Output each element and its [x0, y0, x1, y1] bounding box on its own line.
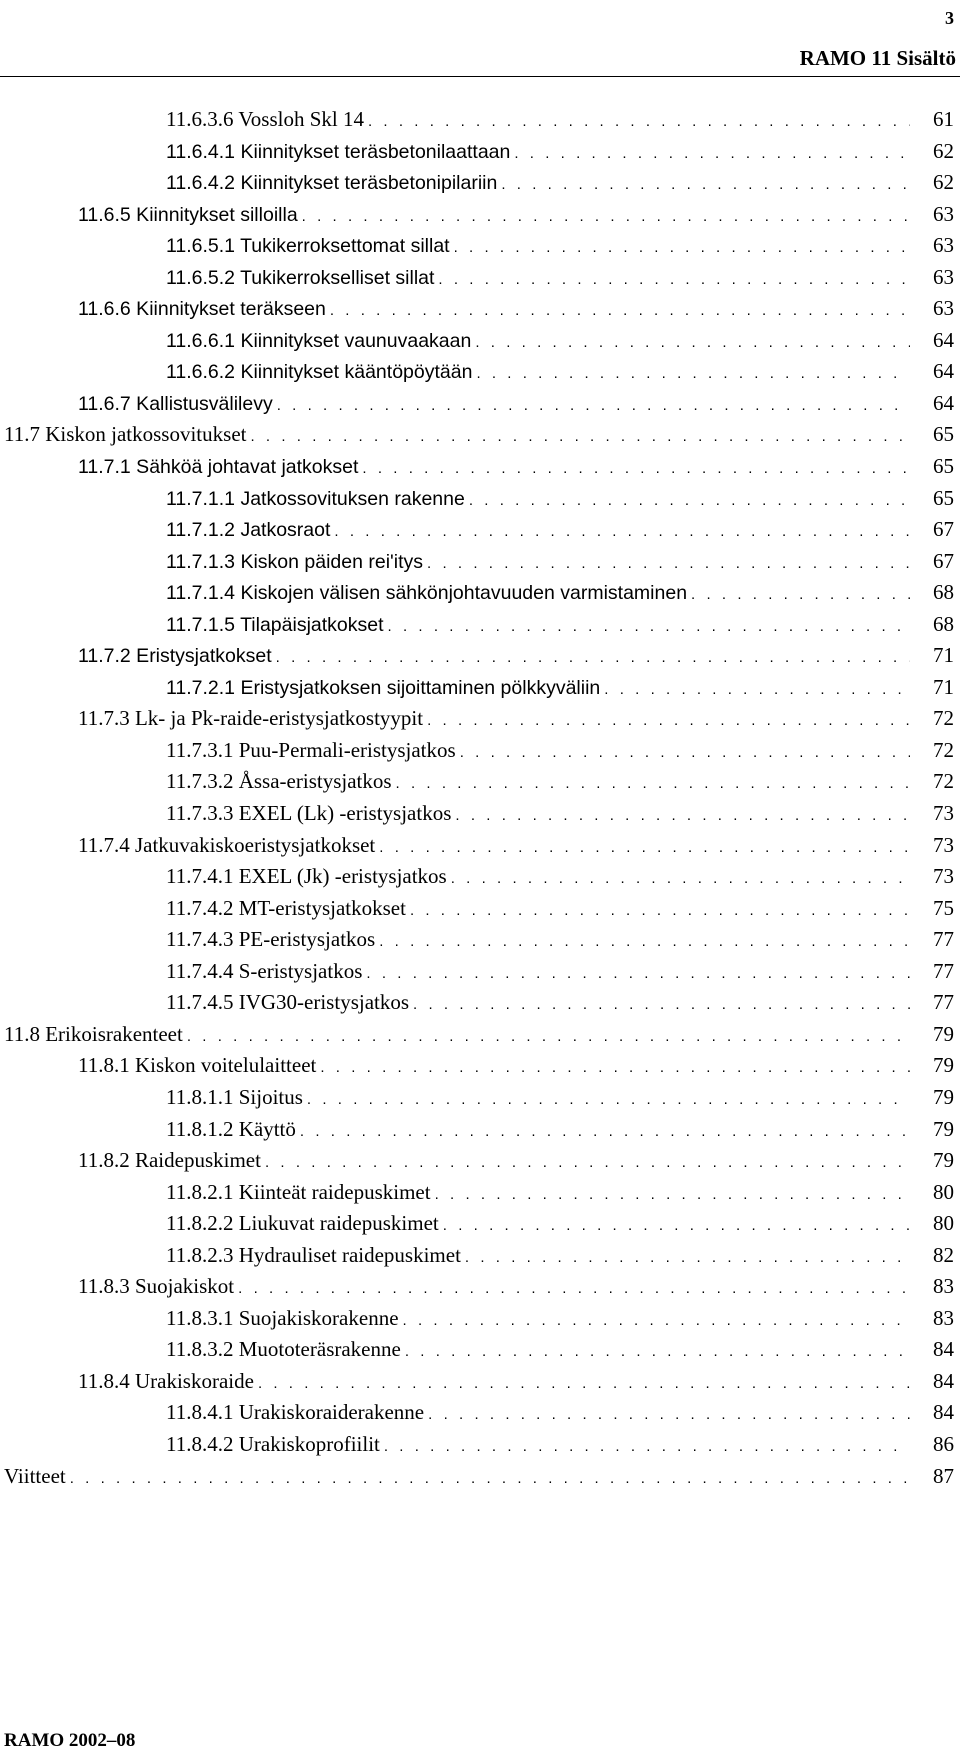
toc-entry[interactable]: [0, 640, 960, 672]
toc-dot-leader: [379, 926, 910, 958]
toc-dot-leader: [438, 264, 910, 296]
toc-entry-title: 11.6.5.1 Tukikerroksettomat sillat: [166, 235, 450, 258]
toc-entry[interactable]: [0, 861, 960, 893]
toc-dot-leader: [454, 232, 910, 264]
toc-dot-leader: [455, 800, 910, 832]
toc-entry-title: 11.7.4.3 PE-eristysjatkos: [166, 927, 376, 952]
toc-dot-leader: [187, 1021, 910, 1053]
toc-dot-leader: [334, 516, 910, 548]
toc-entry-title: 11.7.1.4 Kiskojen välisen sähkönjohtavuuden varmistaminen: [166, 582, 688, 605]
toc-entry-page-number: 63: [933, 296, 954, 321]
toc-entry-title: 11.6.6.1 Kiinnitykset vaunuvaakaan: [166, 329, 472, 352]
toc-entry-title: 11.6.3.6 Vossloh Skl 14: [166, 107, 364, 131]
toc-entry-title: 11.8.4 Urakiskoraide: [78, 1368, 254, 1393]
toc-entry[interactable]: [0, 419, 960, 451]
toc-dot-leader: [465, 1242, 910, 1274]
toc-entry-page-number: 84: [933, 1368, 954, 1393]
toc-entry[interactable]: [0, 1366, 960, 1398]
toc-entry-title: 11.6.6 Kiinnitykset teräkseen: [78, 298, 326, 321]
page-number: 3: [945, 8, 954, 28]
toc-entry[interactable]: [0, 167, 960, 199]
toc-entry-page-number: 64: [933, 390, 954, 415]
toc-entry-title: 11.7.3.2 Åssa-eristysjatkos: [166, 769, 392, 794]
toc-entry-title: 11.8.2.2 Liukuvat raidepuskimet: [166, 1211, 439, 1236]
toc-entry-title: 11.8.1 Kiskon voitelulaitteet: [78, 1053, 317, 1078]
toc-entry-page-number: 72: [933, 769, 954, 794]
toc-dot-leader: [368, 106, 910, 138]
toc-entry-title: 11.6.7 Kallistusvälilevy: [78, 392, 273, 415]
toc-entry-title: 11.6.6.2 Kiinnitykset kääntöpöytään: [166, 361, 473, 384]
toc-entry-page-number: 80: [933, 1211, 954, 1236]
toc-entry-page-number: 79: [933, 1116, 954, 1141]
toc-entry-title: 11.7.2 Eristysjatkokset: [78, 645, 272, 668]
toc-dot-leader: [366, 958, 910, 990]
toc-entry[interactable]: [0, 1271, 960, 1303]
footer: RAMO 2002–08: [4, 1730, 136, 1751]
toc-entry[interactable]: [0, 924, 960, 956]
toc-entry-title: 11.7.2.1 Eristysjatkoksen sijoittaminen pölkkyväliin: [166, 676, 601, 699]
toc-entry-page-number: 87: [933, 1463, 954, 1488]
toc-entry-title: 11.7.4 Jatkuvakiskoeristysjatkokset: [78, 832, 376, 857]
toc-entry-title: 11.8.2 Raidepuskimet: [78, 1148, 261, 1173]
toc-entry-page-number: 71: [933, 674, 954, 699]
toc-entry-page-number: 80: [933, 1179, 954, 1204]
toc-entry-page-number: 77: [933, 927, 954, 952]
toc-entry-page-number: 65: [933, 454, 954, 479]
toc-entry-page-number: 77: [933, 990, 954, 1015]
toc-dot-leader: [451, 863, 910, 895]
toc-dot-leader: [265, 1147, 910, 1179]
toc-entry[interactable]: [0, 388, 960, 420]
toc-dot-leader: [428, 1399, 910, 1431]
toc-dot-leader: [514, 138, 910, 170]
toc-entry-page-number: 83: [933, 1274, 954, 1299]
toc-dot-leader: [405, 1336, 910, 1368]
toc-entry-page-number: 79: [933, 1084, 954, 1109]
toc-entry-title: 11.8.2.1 Kiinteät raidepuskimet: [166, 1179, 431, 1204]
toc-entry[interactable]: [0, 1397, 960, 1429]
toc-entry[interactable]: [0, 987, 960, 1019]
toc-entry[interactable]: [0, 609, 960, 641]
toc-entry-title: 11.8.2.3 Hydrauliset raidepuskimet: [166, 1242, 461, 1267]
toc-dot-leader: [413, 989, 910, 1021]
toc-entry-title: 11.7.1 Sähköä johtavat jatkokset: [78, 456, 359, 479]
toc-dot-leader: [443, 1210, 910, 1242]
toc-entry-title: 11.7.1.1 Jatkossovituksen rakenne: [166, 487, 465, 510]
toc-entry[interactable]: [0, 1334, 960, 1366]
toc-entry-page-number: 67: [933, 517, 954, 542]
toc-entry-page-number: 72: [933, 706, 954, 731]
toc-entry[interactable]: [0, 483, 960, 515]
toc-entry[interactable]: [0, 1145, 960, 1177]
toc-entry[interactable]: [0, 325, 960, 357]
toc-dot-leader: [475, 327, 910, 359]
toc-entry[interactable]: [0, 1429, 960, 1461]
toc-entry-page-number: 63: [933, 201, 954, 226]
toc-entry[interactable]: [0, 451, 960, 483]
toc-entry[interactable]: [0, 703, 960, 735]
toc-dot-leader: [476, 358, 910, 390]
toc-dot-leader: [258, 1368, 910, 1400]
toc-entry-page-number: 73: [933, 832, 954, 857]
toc-entry[interactable]: [0, 514, 960, 546]
toc-entry[interactable]: [0, 766, 960, 798]
toc-entry[interactable]: [0, 1114, 960, 1146]
toc-dot-leader: [276, 642, 910, 674]
toc-dot-leader: [427, 548, 910, 580]
toc-entry[interactable]: [0, 104, 960, 136]
toc-entry[interactable]: [0, 893, 960, 925]
toc-entry-page-number: 61: [933, 107, 954, 131]
toc-entry[interactable]: [0, 830, 960, 862]
toc-entry-page-number: 72: [933, 737, 954, 762]
toc-dot-leader: [469, 485, 910, 517]
toc-entry-page-number: 84: [933, 1337, 954, 1362]
toc-entry[interactable]: [0, 199, 960, 231]
toc-entry-title: 11.6.4.1 Kiinnitykset teräsbetonilaattaan: [166, 140, 511, 163]
toc-entry-page-number: 83: [933, 1305, 954, 1330]
toc-entry-page-number: 75: [933, 895, 954, 920]
toc-dot-leader: [410, 895, 910, 927]
toc-entry-title: 11.8.3.1 Suojakiskorakenne: [166, 1305, 399, 1330]
toc-entry-title: 11.6.5 Kiinnitykset silloilla: [78, 203, 298, 226]
toc-dot-leader: [238, 1273, 910, 1305]
toc-entry-title: 11.7.3.1 Puu-Permali-eristysjatkos: [166, 737, 456, 762]
toc-entry[interactable]: [0, 230, 960, 262]
toc-entry-page-number: 68: [933, 580, 954, 605]
toc-dot-leader: [501, 169, 910, 201]
toc-entry-page-number: 63: [933, 264, 954, 289]
toc-entry-page-number: 79: [933, 1053, 954, 1078]
toc-entry-page-number: 62: [933, 170, 954, 195]
toc-dot-leader: [427, 705, 910, 737]
toc-entry-title: 11.8.4.1 Urakiskoraiderakenne: [166, 1400, 425, 1425]
toc-entry-title: 11.7.4.1 EXEL (Jk) -eristysjatkos: [166, 864, 447, 889]
toc-entry-page-number: 73: [933, 801, 954, 826]
toc-entry-page-number: 67: [933, 548, 954, 573]
toc-entry-page-number: 64: [933, 327, 954, 352]
toc-entry[interactable]: [0, 1177, 960, 1209]
toc-dot-leader: [320, 1052, 910, 1084]
toc-entry[interactable]: [0, 356, 960, 388]
toc-entry-page-number: 62: [933, 138, 954, 163]
toc-dot-leader: [691, 579, 910, 611]
toc-entry-title: 11.7.1.3 Kiskon päiden rei'itys: [166, 550, 424, 573]
toc-entry-title: 11.8.3.2 Muototeräsrakenne: [166, 1337, 401, 1362]
toc-dot-leader: [396, 768, 910, 800]
table-of-contents: [0, 104, 960, 1492]
toc-entry-title: 11.8.1.1 Sijoitus: [166, 1084, 303, 1109]
toc-entry-page-number: 73: [933, 864, 954, 889]
toc-entry-page-number: 68: [933, 611, 954, 636]
toc-entry[interactable]: [0, 735, 960, 767]
toc-entry-title: 11.6.5.2 Tukikerrokselliset sillat: [166, 266, 435, 289]
toc-entry-title: 11.7.3 Lk- ja Pk-raide-eristysjatkostyypit: [78, 706, 424, 731]
toc-entry-page-number: 65: [933, 485, 954, 510]
header-rule: [0, 76, 960, 77]
toc-entry-title: 11.8.4.2 Urakiskoprofiilit: [166, 1431, 380, 1456]
toc-dot-leader: [460, 737, 910, 769]
toc-entry-title: Viitteet: [4, 1463, 66, 1488]
toc-dot-leader: [435, 1179, 910, 1211]
toc-entry-title: 11.7.1.5 Tilapäisjatkokset: [166, 613, 384, 636]
toc-dot-leader: [250, 421, 910, 453]
toc-dot-leader: [379, 832, 910, 864]
toc-entry-page-number: 84: [933, 1400, 954, 1425]
toc-entry-page-number: 64: [933, 359, 954, 384]
toc-entry[interactable]: [0, 293, 960, 325]
toc-entry-title: 11.7.4.4 S-eristysjatkos: [166, 958, 363, 983]
toc-entry[interactable]: [0, 1019, 960, 1051]
toc-entry-title: 11.6.4.2 Kiinnitykset teräsbetonipilariin: [166, 172, 498, 195]
toc-entry-page-number: 79: [933, 1021, 954, 1046]
toc-entry[interactable]: [0, 1050, 960, 1082]
toc-entry-title: 11.8.3 Suojakiskot: [78, 1274, 235, 1299]
toc-entry-title: 11.7.1.2 Jatkosraot: [166, 519, 331, 542]
toc-dot-leader: [330, 295, 910, 327]
toc-entry[interactable]: [0, 262, 960, 294]
toc-dot-leader: [604, 674, 910, 706]
toc-entry-title: 11.7.3.3 EXEL (Lk) -eristysjatkos: [166, 801, 452, 826]
toc-entry-page-number: 65: [933, 422, 954, 447]
toc-entry[interactable]: [0, 546, 960, 578]
toc-entry[interactable]: [0, 1208, 960, 1240]
toc-entry-page-number: 71: [933, 643, 954, 668]
toc-dot-leader: [362, 453, 910, 485]
toc-entry-title: 11.8.1.2 Käyttö: [166, 1116, 296, 1141]
toc-entry[interactable]: [0, 1082, 960, 1114]
toc-dot-leader: [384, 1431, 910, 1463]
toc-dot-leader: [307, 1084, 910, 1116]
toc-entry[interactable]: [0, 1240, 960, 1272]
toc-entry[interactable]: [0, 798, 960, 830]
toc-entry-page-number: 77: [933, 958, 954, 983]
toc-entry[interactable]: [0, 1461, 960, 1493]
toc-entry-title: 11.8 Erikoisrakenteet: [4, 1021, 183, 1046]
toc-dot-leader: [277, 390, 910, 422]
toc-entry-page-number: 63: [933, 233, 954, 258]
toc-entry-title: 11.7.4.5 IVG30-eristysjatkos: [166, 990, 410, 1015]
toc-entry-page-number: 86: [933, 1431, 954, 1456]
toc-dot-leader: [403, 1305, 910, 1337]
toc-entry[interactable]: [0, 577, 960, 609]
toc-entry[interactable]: [0, 1303, 960, 1335]
toc-entry[interactable]: [0, 672, 960, 704]
toc-entry-page-number: 82: [933, 1242, 954, 1267]
toc-dot-leader: [300, 1116, 910, 1148]
running-header: RAMO 11 Sisältö: [799, 46, 956, 70]
toc-entry-title: 11.7 Kiskon jatkossovitukset: [4, 422, 247, 447]
toc-entry[interactable]: [0, 956, 960, 988]
toc-dot-leader: [388, 611, 910, 643]
toc-dot-leader: [70, 1463, 910, 1495]
toc-entry-page-number: 79: [933, 1148, 954, 1173]
toc-entry[interactable]: [0, 136, 960, 168]
toc-entry-title: 11.7.4.2 MT-eristysjatkokset: [166, 895, 406, 920]
toc-dot-leader: [302, 201, 910, 233]
